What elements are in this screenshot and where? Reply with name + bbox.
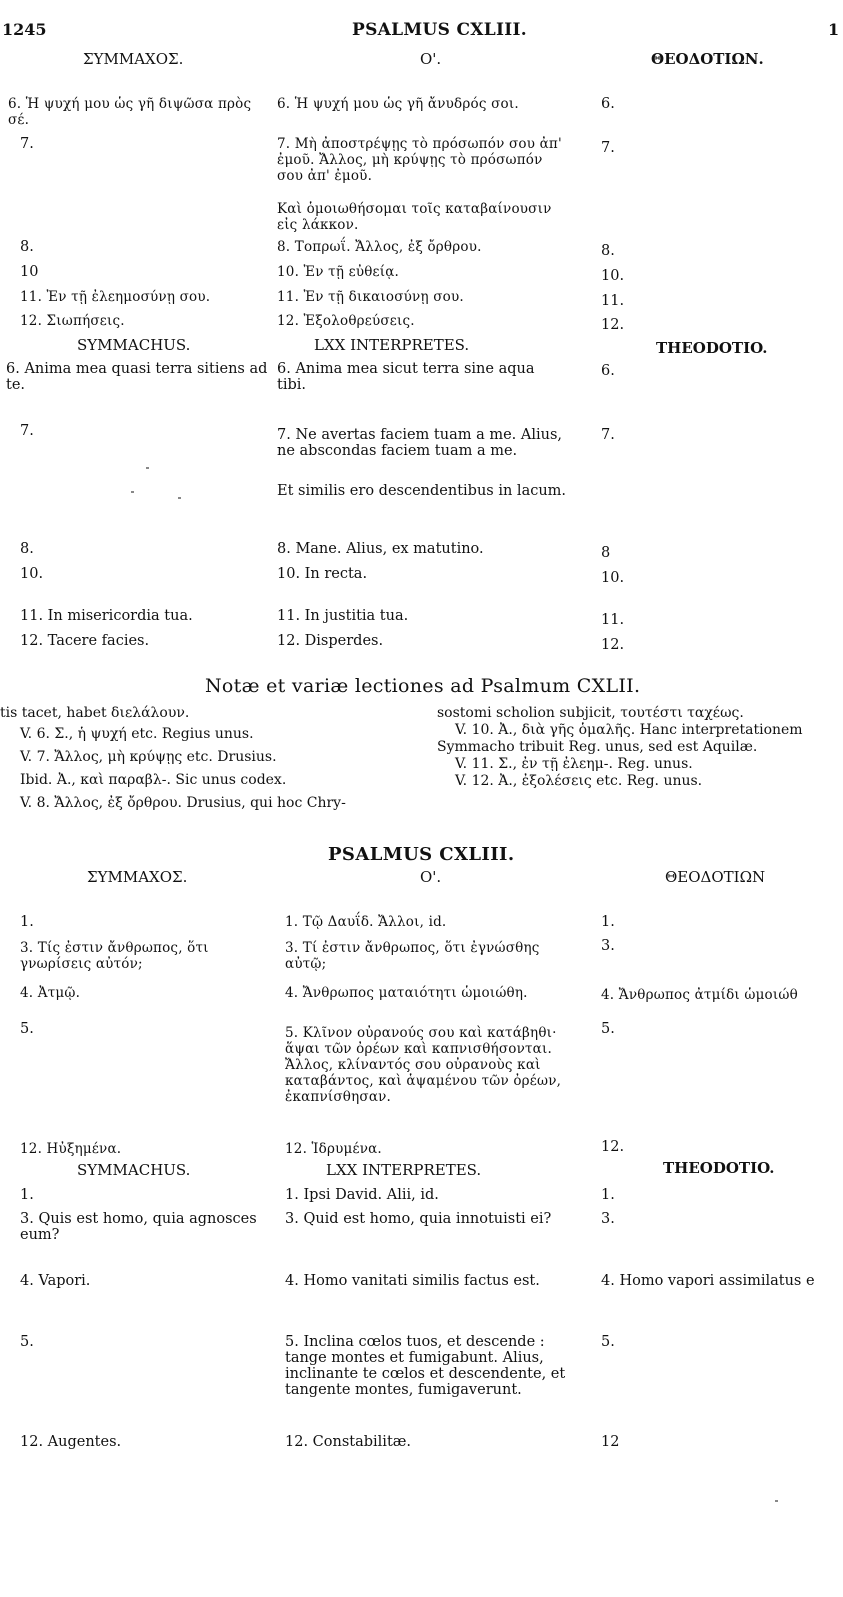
latin143-lxx-4: 4. Homo vanitati similis factus est. <box>285 1273 540 1289</box>
greek-row-sym-12: 12. Σιωπήσεις. <box>20 313 125 329</box>
greek143-lxx-12: 12. Ἱδρυμένα. <box>285 1141 382 1157</box>
greek-header-lxx: Ο'. <box>420 50 442 68</box>
note-left-line: tis tacet, habet διελάλουν. <box>0 705 190 721</box>
greek-row-sym-6: 6. Ἡ ψυχή μου ὡς γῆ διψῶσα πρὸς σέ. <box>8 96 252 128</box>
note-left-line: V. 7. Ἄλλος, μὴ κρύψῃς etc. Drusius. <box>20 749 277 765</box>
note-left-line: V. 6. Σ., ἡ ψυχή etc. Regius unus. <box>20 726 254 742</box>
latin143-lxx-5: 5. Inclina cœlos tuos, et descende : tange montes et fumigabunt. Alius, inclinante te cœlos et descendente, et tangente montes, fumigaverunt. <box>285 1334 566 1398</box>
latin-row-sym-10: 10. <box>20 566 44 582</box>
note-right-line: sostomi scholion subjicit, τουτέστι ταχέως. <box>437 705 744 721</box>
latin-header-lxx-143: LXX INTERPRETES. <box>326 1161 482 1179</box>
greek-header-theodotion: ΘΕΟΔΟΤΙΩΝ. <box>651 50 764 68</box>
latin-row-sym-8: 8. <box>20 541 34 557</box>
latin143-sym-3: 3. Quis est homo, quia agnosces eum? <box>20 1211 257 1243</box>
latin-row-sym-11: 11. In misericordia tua. <box>20 608 193 624</box>
greek-row-sym-11: 11. Ἐν τῇ ἐλεημοσύνῃ σου. <box>20 289 211 305</box>
latin143-theo-1: 1. <box>601 1187 615 1203</box>
greek143-theo-3: 3. <box>601 938 615 954</box>
greek-row-sym-10: 10 <box>20 264 39 280</box>
latin143-theo-3: 3. <box>601 1211 615 1227</box>
latin-row-theo-8: 8 <box>601 545 611 561</box>
running-title: PSALMUS CXLIII. <box>352 20 527 40</box>
latin-row-lxx-12: 12. Disperdes. <box>277 633 384 649</box>
latin-header-symmachus-143: SYMMACHUS. <box>77 1161 191 1179</box>
greek-row-sym-7: 7. <box>20 136 34 152</box>
greek143-theo-12: 12. <box>601 1139 625 1155</box>
latin143-sym-1: 1. <box>20 1187 34 1203</box>
greek-header-symmachus-143: ΣΥΜΜΑΧΟΣ. <box>87 868 188 886</box>
latin-row-lxx-7b: Et similis ero descendentibus in lacum. <box>277 483 567 499</box>
page-number: 1245 <box>2 20 47 39</box>
note-left-line: Ibid. Ἀ., καὶ παραβλ-. Sic unus codex. <box>20 772 287 788</box>
latin-row-theo-11: 11. <box>601 612 625 628</box>
latin-header-theodotion-143: THEODOTIO. <box>663 1159 775 1177</box>
greek-row-theo-6: 6. <box>601 96 615 112</box>
latin-row-theo-7: 7. <box>601 427 615 443</box>
latin143-lxx-12: 12. Constabilitæ. <box>285 1434 412 1450</box>
greek143-lxx-5: 5. Κλῖνον οὐρανούς σου καὶ κατάβηθι· ἅψαι τῶν ὀρέων καὶ καπνισθήσονται. Ἄλλος, κλίναντός σου οὐρανοὺς καὶ καταβάντος, καὶ ἁψαμένου τῶν ὀρέων, ἐκαπνίσθησαν. <box>285 1025 562 1105</box>
right-edge-mark: 1 <box>828 20 840 39</box>
latin143-theo-4: 4. Homo vapori assimilatus e <box>601 1273 815 1289</box>
scan-speck <box>146 467 149 469</box>
notes-title: Notæ et variæ lectiones ad Psalmum CXLII. <box>205 675 641 697</box>
latin-row-lxx-11: 11. In justitia tua. <box>277 608 409 624</box>
latin-row-lxx-6: 6. Anima mea sicut terra sine aqua tibi. <box>277 361 535 393</box>
note-right-line: V. 11. Σ., ἐν τῇ ἐλεημ-. Reg. unus. <box>455 756 693 772</box>
latin143-sym-5: 5. <box>20 1334 34 1350</box>
greek143-sym-4: 4. Ἀτμῷ. <box>20 985 81 1001</box>
greek-row-theo-8: 8. <box>601 243 615 259</box>
greek143-theo-5: 5. <box>601 1021 615 1037</box>
latin-row-sym-6: 6. Anima mea quasi terra sitiens ad te. <box>6 361 268 393</box>
latin-row-theo-12: 12. <box>601 637 625 653</box>
latin143-sym-12: 12. Augentes. <box>20 1434 122 1450</box>
latin-row-theo-10: 10. <box>601 570 625 586</box>
greek-header-lxx-143: Ο'. <box>420 868 442 886</box>
greek-header-symmachus: ΣΥΜΜΑΧΟΣ. <box>83 50 184 68</box>
greek-row-lxx-6: 6. Ἡ ψυχή μου ὡς γῆ ἄνυδρός σοι. <box>277 96 519 112</box>
greek-row-theo-10: 10. <box>601 268 625 284</box>
greek-row-theo-11: 11. <box>601 293 625 309</box>
greek143-sym-12: 12. Ηὐξημένα. <box>20 1141 122 1157</box>
latin143-lxx-3: 3. Quid est homo, quia innotuisti ei? <box>285 1211 552 1227</box>
greek-row-lxx-11: 11. Ἐν τῇ δικαιοσύνῃ σου. <box>277 289 464 305</box>
greek-row-lxx-7b: Καὶ ὁμοιωθήσομαι τοῖς καταβαίνουσιν εἰς λάκκον. <box>277 201 552 233</box>
greek143-sym-5: 5. <box>20 1021 34 1037</box>
greek-row-lxx-7: 7. Μὴ ἀποστρέψῃς τὸ πρόσωπόν σου ἀπ' ἐμοῦ. Ἄλλος, μὴ κρύψῃς τὸ πρόσωπόν σου ἀπ' ἐμοῦ. <box>277 136 562 184</box>
scan-speck <box>178 497 181 499</box>
latin143-theo-12: 12 <box>601 1434 620 1450</box>
scan-speck <box>131 491 134 493</box>
latin-row-sym-7: 7. <box>20 423 34 439</box>
scan-speck <box>775 1500 778 1502</box>
latin-row-lxx-7: 7. Ne avertas faciem tuam a me. Alius, ne abscondas faciem tuam a me. <box>277 427 563 459</box>
greek143-lxx-3: 3. Τί ἐστιν ἄνθρωπος, ὅτι ἐγνώσθης αὐτῷ; <box>285 940 540 972</box>
latin-header-symmachus: SYMMACHUS. <box>77 336 191 354</box>
latin-row-theo-6: 6. <box>601 363 615 379</box>
note-right-line: V. 12. Ἀ., ἐξολέσεις etc. Reg. unus. <box>455 773 703 789</box>
psalm143-title: PSALMUS CXLIII. <box>328 844 515 865</box>
greek-row-sym-8: 8. <box>20 239 34 255</box>
latin143-lxx-1: 1. Ipsi David. Alii, id. <box>285 1187 439 1203</box>
latin-row-lxx-10: 10. In recta. <box>277 566 368 582</box>
greek143-lxx-4: 4. Ἄνθρωπος ματαιότητι ὡμοιώθη. <box>285 985 528 1001</box>
greek143-theo-4: 4. Ἄνθρωπος ἀτμίδι ὡμοιώθ <box>601 987 798 1003</box>
latin-header-theodotion: THEODOTIO. <box>656 339 768 357</box>
greek143-sym-1: 1. <box>20 914 34 930</box>
greek-row-lxx-12: 12. Ἐξολοθρεύσεις. <box>277 313 415 329</box>
greek-row-lxx-10: 10. Ἐν τῇ εὐθείᾳ. <box>277 264 400 280</box>
greek143-lxx-1: 1. Τῷ Δαυΐδ. Ἄλλοι, id. <box>285 914 447 930</box>
greek143-sym-3: 3. Τίς ἐστιν ἄνθρωπος, ὅτι γνωρίσεις αὐτόν; <box>20 940 209 972</box>
greek143-theo-1: 1. <box>601 914 615 930</box>
latin-header-lxx: LXX INTERPRETES. <box>314 336 470 354</box>
greek-row-theo-7: 7. <box>601 140 615 156</box>
note-right-line: Symmacho tribuit Reg. unus, sed est Aquilæ. <box>437 739 758 755</box>
latin143-sym-4: 4. Vapori. <box>20 1273 91 1289</box>
latin-row-sym-12: 12. Tacere facies. <box>20 633 150 649</box>
note-left-line: V. 8. Ἄλλος, ἐξ ὄρθρου. Drusius, qui hoc Chry- <box>20 795 346 811</box>
greek-row-theo-12: 12. <box>601 317 625 333</box>
greek-row-lxx-8: 8. Τοπρωΐ. Ἄλλος, ἐξ ὄρθρου. <box>277 239 482 255</box>
latin-row-lxx-8: 8. Mane. Alius, ex matutino. <box>277 541 484 557</box>
note-right-line: V. 10. Ἀ., διὰ γῆς ὁμαλῆς. Hanc interpretationem <box>455 722 803 738</box>
greek-header-theodotion-143: ΘΕΟΔΟΤΙΩΝ <box>665 868 766 886</box>
latin143-theo-5: 5. <box>601 1334 615 1350</box>
